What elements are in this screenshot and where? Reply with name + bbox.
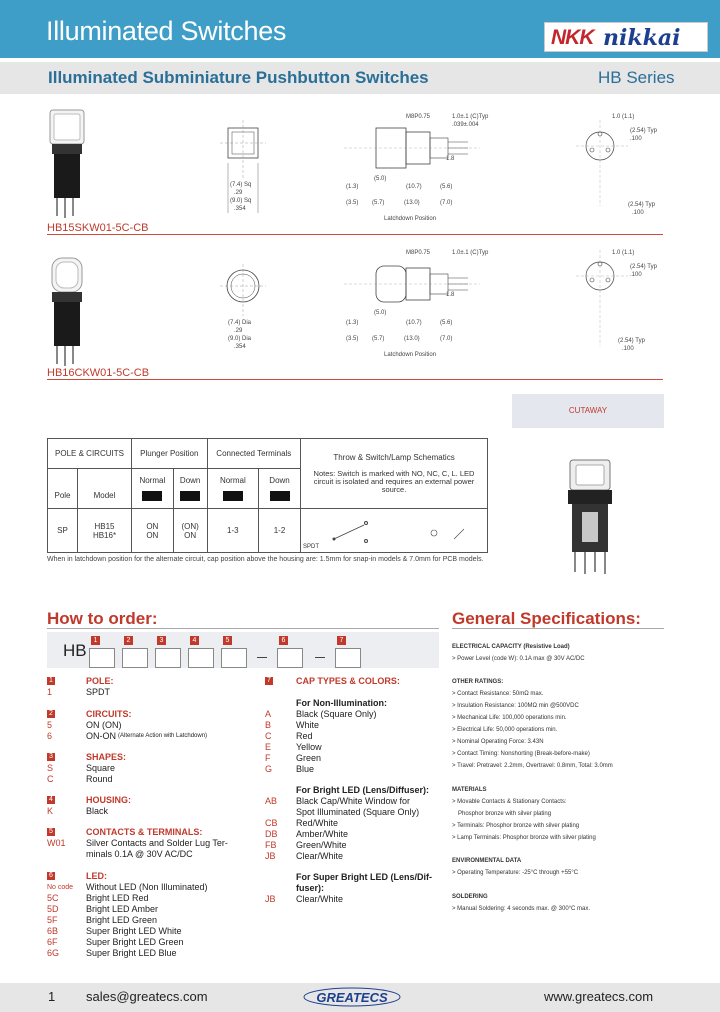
contacts-number: 5 <box>47 828 55 836</box>
svg-text:(7.0): (7.0) <box>440 200 453 206</box>
table-model-label: Model <box>78 469 132 509</box>
table-down-plunger: Down <box>173 469 207 509</box>
cutaway-photo <box>560 456 620 576</box>
pole-number: 1 <box>47 677 55 685</box>
spec-electrical-1: > Power Level (code W): 0.1A max @ 30V AC/DC <box>452 656 585 662</box>
part-number-1: HB15SKW01-5C-CB <box>47 222 149 234</box>
order-box-7[interactable] <box>335 648 361 668</box>
row-down: (ON) ON <box>173 509 207 553</box>
order-box-3[interactable] <box>155 648 181 668</box>
order-dash-1 <box>257 657 267 658</box>
table-footnote: When in latchdown position for the alternate circuit, cap position above the housing are: 1.5mm for snap-in models & 7.0mm for PCB models. <box>47 556 484 563</box>
throw-title: Throw & Switch/Lamp Schematics <box>333 453 455 462</box>
spec-other-1: > Contact Resistance: 50mΩ max. <box>452 691 544 697</box>
svg-text:.100: .100 <box>630 272 642 278</box>
page-title: Illuminated Switches <box>46 16 287 46</box>
caps-na-text-5: Green <box>296 753 322 763</box>
row-conn-down: 1-2 <box>259 509 301 553</box>
order-box-4[interactable] <box>188 648 214 668</box>
front-view-round-drawing <box>214 262 274 354</box>
svg-text:(7.4) Sq: (7.4) Sq <box>230 182 252 188</box>
caps-s-code-1: JB <box>265 894 276 904</box>
caps-b-text-1: Black Cap/White Window for <box>296 796 411 806</box>
table-head-connected: Connected Terminals <box>207 439 300 469</box>
switch-photo-square <box>46 108 88 220</box>
caps-na-text-2: White <box>296 720 320 730</box>
caps-b-code-3: DB <box>265 829 278 839</box>
svg-text:(7.0): (7.0) <box>440 336 453 342</box>
caps-na-code-6: G <box>265 764 273 774</box>
caps-na-text-1: Black (Square Only) <box>296 709 377 719</box>
spec-other-7: > Travel: Pretravel: 2.2mm, Overtravel: 0.8mm, Total: 3.0mm <box>452 763 613 769</box>
caps-na-text-4: Yellow <box>296 742 322 752</box>
nkk-nikkai-logo <box>544 22 708 52</box>
led-code-4: 5F <box>47 915 58 925</box>
row-schematic <box>301 509 488 553</box>
order-box-1[interactable] <box>89 648 115 668</box>
part-number-2: HB16CKW01-5C-CB <box>47 367 150 379</box>
svg-text:.039±.004: .039±.004 <box>452 122 479 128</box>
housing-text-1: Black <box>86 806 109 816</box>
side-view-round-drawing <box>344 244 489 360</box>
svg-text:(5.6): (5.6) <box>440 184 453 190</box>
caps-title: CAP TYPES & COLORS: <box>296 676 400 686</box>
order-prefix: HB <box>63 641 87 660</box>
led-number: 6 <box>47 872 55 880</box>
circuits-text-1: ON (ON) <box>86 720 122 730</box>
circuits-code-1: 5 <box>47 720 53 730</box>
led-code-5: 6B <box>47 926 59 936</box>
svg-text:.354: .354 <box>234 206 246 212</box>
caps-na-code-4: E <box>265 742 272 752</box>
row-pole: SP <box>48 509 78 553</box>
spec-materials-3: > Terminals: Phosphor bronze with silver plating <box>452 823 580 829</box>
svg-text:(5.0): (5.0) <box>374 310 387 316</box>
circuit-table <box>47 438 488 553</box>
shapes-title: SHAPES: <box>86 752 127 762</box>
shapes-number: 3 <box>47 753 55 761</box>
greatecs-logo-text: GREATECS <box>316 990 388 1005</box>
order-box-6[interactable] <box>277 648 303 668</box>
svg-text:(5.7): (5.7) <box>372 200 385 206</box>
led-code-1: No code <box>47 884 74 891</box>
order-box-5[interactable] <box>221 648 247 668</box>
svg-text:(13.0): (13.0) <box>404 200 420 206</box>
led-text-3: Bright LED Amber <box>86 904 159 914</box>
svg-text:M8P0.75: M8P0.75 <box>406 250 431 256</box>
contacts-title: CONTACTS & TERMINALS: <box>86 827 203 837</box>
box-number-5: 5 <box>223 636 232 645</box>
svg-text:(9.0) Dia: (9.0) Dia <box>228 336 252 342</box>
caps-na-code-2: B <box>265 720 272 730</box>
subheader-bar <box>0 62 720 94</box>
spec-soldering-1: > Manual Soldering: 4 seconds max. @ 300°C max. <box>452 906 591 912</box>
box-number-7: 7 <box>337 636 346 645</box>
led-code-6: 6F <box>47 937 58 947</box>
spec-electrical-title: ELECTRICAL CAPACITY (Resistive Load) <box>452 644 570 650</box>
order-code-bar <box>47 632 439 668</box>
caps-b-code-5: JB <box>265 851 276 861</box>
divider-1 <box>47 234 663 235</box>
led-code-3: 5D <box>47 904 59 914</box>
svg-text:(10.7): (10.7) <box>406 320 422 326</box>
svg-text:.100: .100 <box>630 136 642 142</box>
caps-na-text-3: Red <box>296 731 313 741</box>
svg-text:(10.7): (10.7) <box>406 184 422 190</box>
switch-photo-round <box>46 256 88 368</box>
caps-bright-title: For Bright LED (Lens/Diffuser): <box>296 785 429 795</box>
box-number-3: 3 <box>157 636 166 645</box>
box-number-2: 2 <box>124 636 133 645</box>
spec-environmental-title: ENVIRONMENTAL DATA <box>452 858 522 864</box>
svg-text:1.0±.1 (C)Typ: 1.0±.1 (C)Typ <box>452 250 489 256</box>
svg-text:.354: .354 <box>234 344 246 350</box>
svg-text:(1.3): (1.3) <box>346 320 359 326</box>
svg-text:(5.7): (5.7) <box>372 336 385 342</box>
svg-text:Latchdown Position: Latchdown Position <box>384 216 437 222</box>
svg-text:(3.5): (3.5) <box>346 200 359 206</box>
svg-text:(3.5): (3.5) <box>346 336 359 342</box>
shapes-text-2: Round <box>86 774 113 784</box>
housing-number: 4 <box>47 796 55 804</box>
footer-website-link[interactable]: www.greatecs.com <box>544 989 654 1004</box>
caps-non-illum-title: For Non-Illumination: <box>296 698 387 708</box>
pole-code-1: 1 <box>47 687 53 697</box>
led-text-5: Super Bright LED White <box>86 926 182 936</box>
svg-text:.100: .100 <box>632 210 644 216</box>
shapes-code-2: C <box>47 774 54 784</box>
svg-text:.29: .29 <box>234 190 243 196</box>
svg-text:(2.54) Typ: (2.54) Typ <box>630 264 657 270</box>
led-text-4: Bright LED Green <box>86 915 158 925</box>
how-to-order-title: How to order: <box>47 609 158 628</box>
contacts-text-1: Silver Contacts and Solder Lug Ter- <box>86 838 228 848</box>
svg-text:Latchdown Position: Latchdown Position <box>384 352 437 358</box>
svg-text:(2.54) Typ: (2.54) Typ <box>618 338 645 344</box>
circuits-text-2: ON-ON <box>86 731 116 741</box>
throw-note: Notes: Switch is marked with NO, NC, C, L. LED circuit is isolated and requires an external power source. <box>313 469 475 494</box>
caps-b-text-2: Red/White <box>296 818 339 828</box>
housing-code-1: K <box>47 806 54 816</box>
header-bar <box>0 0 720 58</box>
shapes-code-1: S <box>47 763 54 773</box>
caps-b-text-5: Clear/White <box>296 851 344 861</box>
product-title: Illuminated Subminiature Pushbutton Switches <box>48 68 429 87</box>
svg-text:(5.0): (5.0) <box>374 176 387 182</box>
spec-materials-title: MATERIALS <box>452 787 487 793</box>
svg-text:1.8: 1.8 <box>446 292 455 298</box>
caps-b-code-2: CB <box>265 818 278 828</box>
spec-other-title: OTHER RATINGS: <box>452 679 504 685</box>
svg-text:(5.6): (5.6) <box>440 320 453 326</box>
led-text-2: Bright LED Red <box>86 893 149 903</box>
svg-text:1.0 (1.1): 1.0 (1.1) <box>612 250 635 256</box>
table-head-pole-circuits: POLE & CIRCUITS <box>48 439 132 469</box>
logo-nikkai-text: nikkai <box>603 25 681 51</box>
series-label: HB Series <box>598 68 675 87</box>
table-down-conn: Down <box>259 469 301 509</box>
caps-na-code-3: C <box>265 731 272 741</box>
footer-bar <box>0 983 720 1012</box>
caps-b-text-1b: Spot Illuminated (Square Only) <box>296 807 420 817</box>
spdt-schematic <box>304 511 484 549</box>
spdt-label: SPDT <box>303 544 320 550</box>
row-conn-normal: 1-3 <box>207 509 258 553</box>
svg-text:(13.0): (13.0) <box>404 336 420 342</box>
led-text-7: Super Bright LED Blue <box>86 948 177 958</box>
page-number: 1 <box>48 989 56 1004</box>
pcb-layout-square-drawing <box>568 110 668 216</box>
order-dash-2 <box>315 657 325 658</box>
svg-text:(2.54) Typ: (2.54) Typ <box>628 202 655 208</box>
contacts-code-1: W01 <box>47 838 66 848</box>
spec-other-3: > Mechanical Life: 100,000 operations min. <box>452 715 567 721</box>
spec-soldering-title: SOLDERING <box>452 894 488 900</box>
table-normal-plunger: Normal <box>132 469 174 509</box>
row-normal: ON ON <box>132 509 174 553</box>
spec-materials-2: Phosphor bronze with silver plating <box>458 811 552 817</box>
caps-b-code-1: AB <box>265 796 278 806</box>
how-to-order-rule <box>47 628 439 629</box>
box-number-6: 6 <box>279 636 288 645</box>
svg-text:(9.0) Sq: (9.0) Sq <box>230 198 252 204</box>
spec-other-2: > Insulation Resistance: 100MΩ min @500VDC <box>452 703 579 709</box>
caps-number: 7 <box>265 677 273 685</box>
led-code-2: 5C <box>47 893 59 903</box>
circuits-note-2: (Alternate Action with Latchdown) <box>118 733 208 739</box>
circuits-code-2: 6 <box>47 731 53 741</box>
divider-2 <box>47 379 663 380</box>
specs-rule <box>452 628 664 629</box>
housing-title: HOUSING: <box>86 795 131 805</box>
caps-b-code-4: FB <box>265 840 277 850</box>
contacts-text-1b: minals 0.1A @ 30V AC/DC <box>86 849 193 859</box>
caps-b-text-4: Green/White <box>296 840 347 850</box>
cutaway-panel <box>512 394 664 428</box>
side-view-square-drawing <box>344 108 489 224</box>
spec-environmental-1: > Operating Temperature: -25°C through +55°C <box>452 870 579 876</box>
spec-other-4: > Electrical Life: 50,000 operations min. <box>452 727 558 733</box>
general-specs-title: General Specifications: <box>452 609 641 628</box>
caps-super-title-2: fuser): <box>296 883 325 893</box>
table-head-throw <box>301 439 488 509</box>
led-text-6: Super Bright LED Green <box>86 937 184 947</box>
pole-text-1: SPDT <box>86 687 111 697</box>
circuits-number: 2 <box>47 710 55 718</box>
box-number-4: 4 <box>190 636 199 645</box>
svg-text:1.0±.1 (C)Typ: 1.0±.1 (C)Typ <box>452 114 489 120</box>
front-view-square-drawing <box>214 118 274 218</box>
led-title: LED: <box>86 871 107 881</box>
circuits-title: CIRCUITS: <box>86 709 132 719</box>
svg-text:1.8: 1.8 <box>446 156 455 162</box>
shapes-text-1: Square <box>86 763 116 773</box>
cutaway-label: CUTAWAY <box>568 406 608 415</box>
svg-text:(2.54) Typ: (2.54) Typ <box>630 128 657 134</box>
spec-other-5: > Nominal Operating Force: 3.43N <box>452 739 544 745</box>
spec-other-6: > Contact Timing: Nonshorting (Break-before-make) <box>452 751 590 757</box>
order-box-2[interactable] <box>122 648 148 668</box>
svg-text:(1.3): (1.3) <box>346 184 359 190</box>
table-pole-label: Pole <box>48 469 78 509</box>
caps-na-code-1: A <box>265 709 272 719</box>
caps-b-text-3: Amber/White <box>296 829 349 839</box>
svg-text:1.0 (1.1): 1.0 (1.1) <box>612 114 635 120</box>
greatecs-logo <box>302 986 402 1008</box>
caps-s-text-1: Clear/White <box>296 894 344 904</box>
table-normal-conn: Normal <box>207 469 258 509</box>
spec-materials-1: > Movable Contacts & Stationary Contacts: <box>452 799 567 805</box>
box-number-1: 1 <box>91 636 100 645</box>
led-text-1: Without LED (Non Illuminated) <box>86 882 208 892</box>
table-head-plunger: Plunger Position <box>132 439 208 469</box>
led-code-7: 6G <box>47 948 60 958</box>
footer-email-link[interactable]: sales@greatecs.com <box>86 989 208 1004</box>
svg-text:.100: .100 <box>622 346 634 352</box>
svg-text:(7.4) Dia: (7.4) Dia <box>228 320 252 326</box>
svg-text:M8P0.75: M8P0.75 <box>406 114 431 120</box>
pole-title: POLE: <box>86 676 114 686</box>
caps-na-code-5: F <box>265 753 271 763</box>
svg-text:.29: .29 <box>234 328 243 334</box>
pcb-layout-round-drawing <box>568 246 668 356</box>
row-model: HB15 HB16* <box>78 509 132 553</box>
spec-materials-4: > Lamp Terminals: Phosphor bronze with silver plating <box>452 835 596 841</box>
caps-super-title: For Super Bright LED (Lens/Dif- <box>296 872 432 882</box>
logo-nkk-text: NKK <box>551 26 594 49</box>
caps-na-text-6: Blue <box>296 764 315 774</box>
